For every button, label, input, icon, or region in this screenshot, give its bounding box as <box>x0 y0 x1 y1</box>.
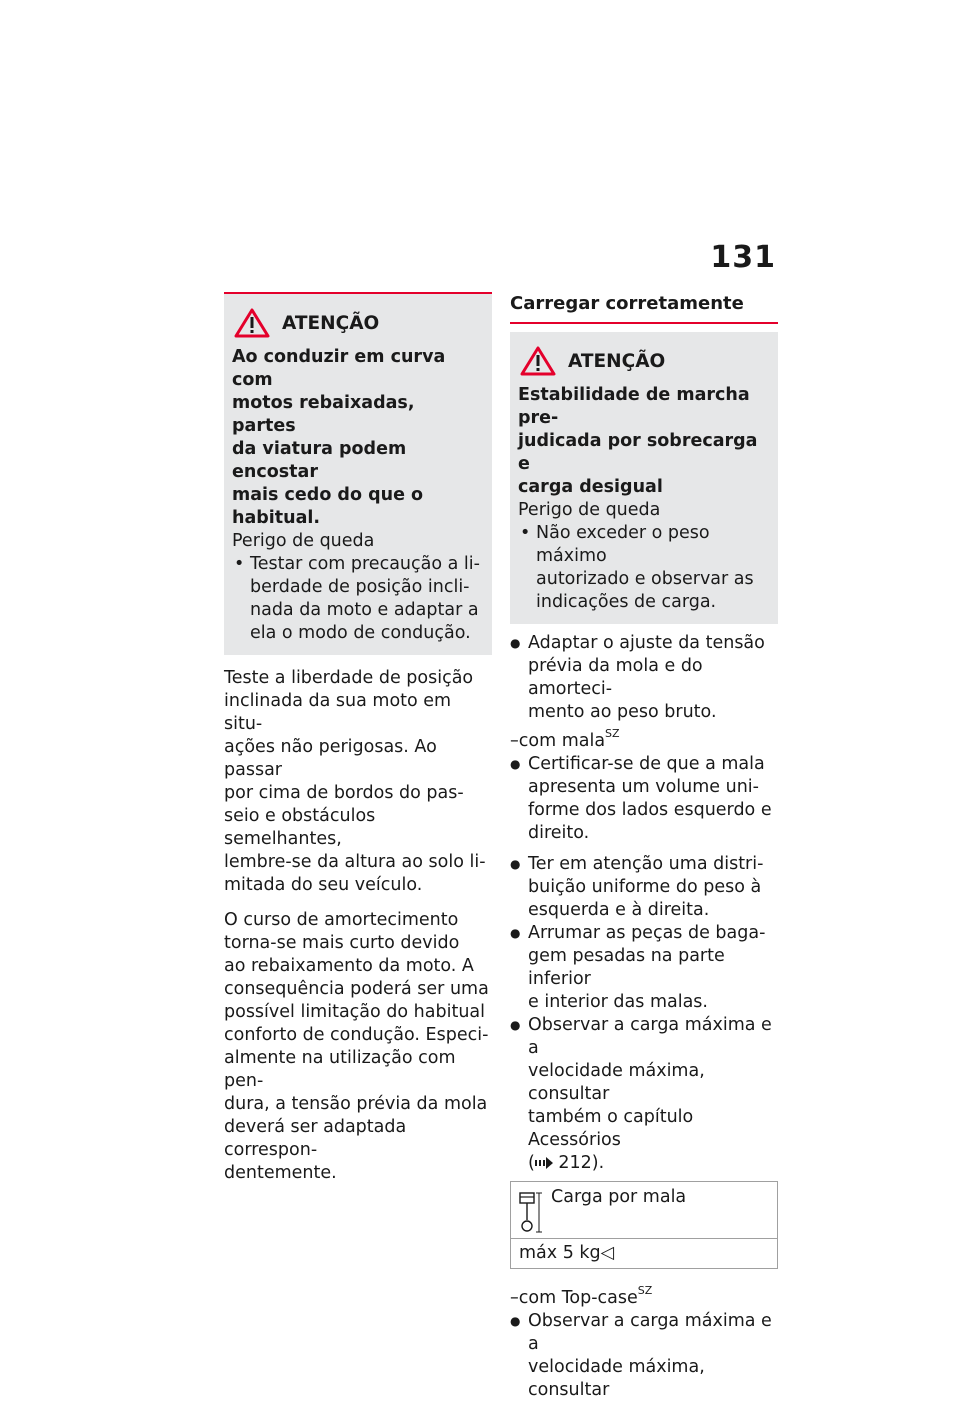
warning-title: ATENÇÃO <box>568 350 666 372</box>
page-reference[interactable]: 212). <box>552 1152 605 1173</box>
list-item: ● Observar a carga máxima e a velocidade máxima, consultar <box>510 1310 778 1402</box>
warning-bold-text: Estabilidade de marcha pre- judicada por sobrecarga e carga desigual <box>518 385 758 497</box>
variant-label: –com Top-case$^{SZ}$ <box>510 1283 653 1308</box>
warning-triangle-icon <box>520 346 556 376</box>
right-column <box>510 292 778 1402</box>
paragraph: O curso de amortecimento torna-se mais curto devido ao rebaixamento da moto. A consequência poderá ser uma possível limitação do habitual conforto de condução. Especi- almente na utilização com pen- dura, a tensão prévia da mola deverá ser adaptada correspon- dentemente. <box>224 910 489 1183</box>
luggage-case-icon <box>518 1190 544 1234</box>
warning-bold-text: Ao conduzir em curva com motos rebaixadas, partes da viatura podem encostar mais cedo do que o habitual. <box>232 347 446 528</box>
paragraph: Teste a liberdade de posição inclinada da sua moto em situ- ações não perigosas. Ao passar por cima de bordos do pas- seio e obstáculos semelhantes, lembre-se da altura ao solo li- mitada do seu veículo. <box>224 668 486 895</box>
page-reference-arrow-icon <box>535 1157 553 1169</box>
page-number: 131 <box>710 240 776 275</box>
warning-hazard: Perigo de queda <box>232 531 375 551</box>
warning-bullet: • Não exceder o peso máximo autorizado e observar as indicações de carga. <box>518 522 770 614</box>
warning-triangle-icon <box>234 308 270 338</box>
variant-label: –com mala$^{SZ}$ <box>510 727 620 751</box>
spec-value: máx 5 kg◁ <box>519 1242 615 1263</box>
list-item: ● Observar a carga máxima e a velocidade máxima, consultar também o capítulo Acessórios ( 212). <box>510 1014 778 1175</box>
section-title: Carregar corretamente <box>510 292 778 324</box>
spec-label: Carga por mala <box>551 1186 687 1207</box>
warning-bullet: • Testar com precaução a li- berdade de posição incli- nada da moto e adaptar a ela o modo de condução. <box>232 553 484 645</box>
warning-box <box>510 332 778 624</box>
warning-title: ATENÇÃO <box>282 312 380 334</box>
warning-box <box>224 292 492 655</box>
spec-table <box>510 1181 778 1269</box>
list-item: ● Arrumar as peças de baga- gem pesadas na parte inferior e interior das malas. <box>510 922 778 1014</box>
left-column <box>224 292 492 1185</box>
list-item: ● Ter em atenção uma distri- buição uniforme do peso à esquerda e à direita. <box>510 853 778 922</box>
warning-hazard: Perigo de queda <box>518 500 661 520</box>
list-item: ● Adaptar o ajuste da tensão prévia da mola e do amorteci- mento ao peso bruto. <box>510 632 778 724</box>
list-item: ● Certificar-se de que a mala apresenta um volume uni- forme dos lados esquerdo e direito. <box>510 753 778 845</box>
